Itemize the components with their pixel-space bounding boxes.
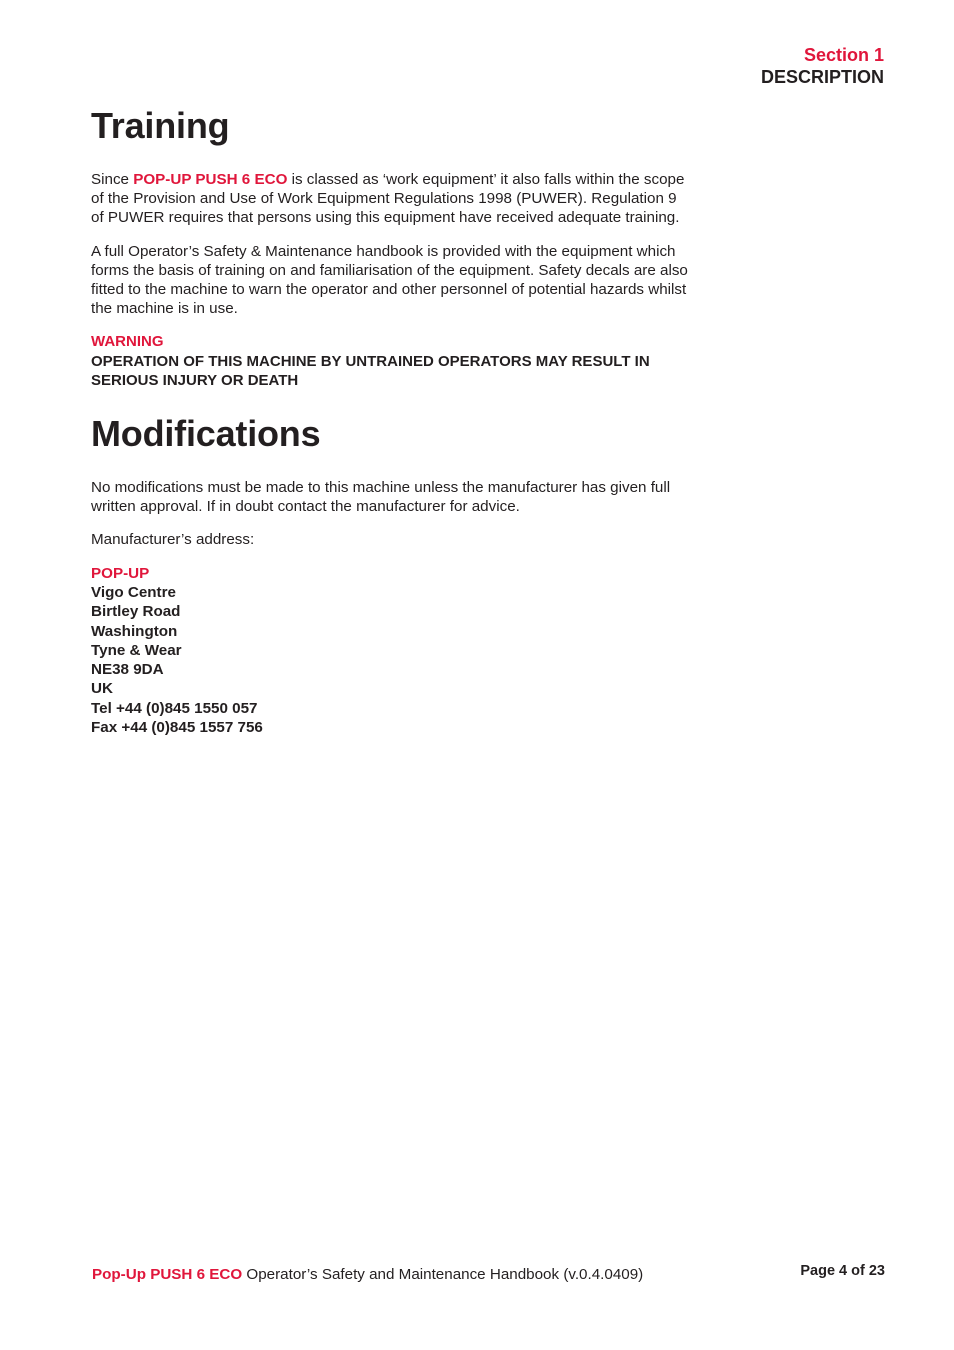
footer-brand: Pop-Up PUSH 6 ECO: [92, 1266, 243, 1283]
footer-handbook-title: Operator’s Safety and Maintenance Handbook (v.0.4.0409): [242, 1266, 644, 1283]
address-line: UK: [91, 680, 113, 698]
training-p1-suffix: is classed as ‘work equipment’ it also falls within the scope of the Provision and Use of Work Equipment Regulations 1998 (PUWER). Regulation 9 of PUWER requires that persons using this equipment have received adequate training.: [91, 171, 685, 227]
modifications-paragraph-1: No modifications must be made to this machine unless the manufacturer has given full written approval. If in doubt contact the manufacturer for advice.: [91, 479, 671, 516]
footer-title: [92, 1265, 643, 1284]
training-paragraph-1: [91, 170, 691, 228]
page-content: [91, 104, 691, 737]
warning-text: OPERATION OF THIS MACHINE BY UNTRAINED OPERATORS MAY RESULT IN SERIOUS INJURY OR DEATH: [91, 352, 650, 389]
training-heading: Training: [91, 105, 230, 146]
phone-line: Tel +44 (0)845 1550 057: [91, 699, 258, 717]
address-line: Birtley Road: [91, 603, 181, 621]
warning-title: WARNING: [91, 333, 164, 351]
warning-block: [91, 332, 691, 390]
fax-line: Fax +44 (0)845 1557 756: [91, 719, 263, 737]
modifications-heading: Modifications: [91, 413, 321, 455]
section-number: Section 1: [803, 45, 884, 65]
section-header: [761, 44, 884, 88]
section-name: DESCRIPTION: [760, 67, 884, 87]
product-name: POP-UP PUSH 6 ECO: [133, 171, 288, 188]
modifications-paragraph-2: Manufacturer’s address:: [91, 531, 255, 549]
address-line: Tyne & Wear: [91, 641, 182, 659]
address-line: Washington: [91, 622, 178, 640]
company-name: POP-UP: [91, 564, 150, 582]
manufacturer-address: [91, 564, 691, 738]
training-p1-prefix: Since: [91, 171, 134, 188]
address-line: Vigo Centre: [91, 583, 176, 601]
address-line: NE38 9DA: [91, 661, 164, 679]
page-number: Page 4 of 23: [800, 1263, 885, 1279]
training-paragraph-2: A full Operator’s Safety & Maintenance handbook is provided with the equipment which forms the basis of training on and familiarisation of the equipment. Safety decals are also fitted to the machine to warn the operator and other personnel of potential hazards whilst the machine is in use.: [91, 242, 688, 318]
